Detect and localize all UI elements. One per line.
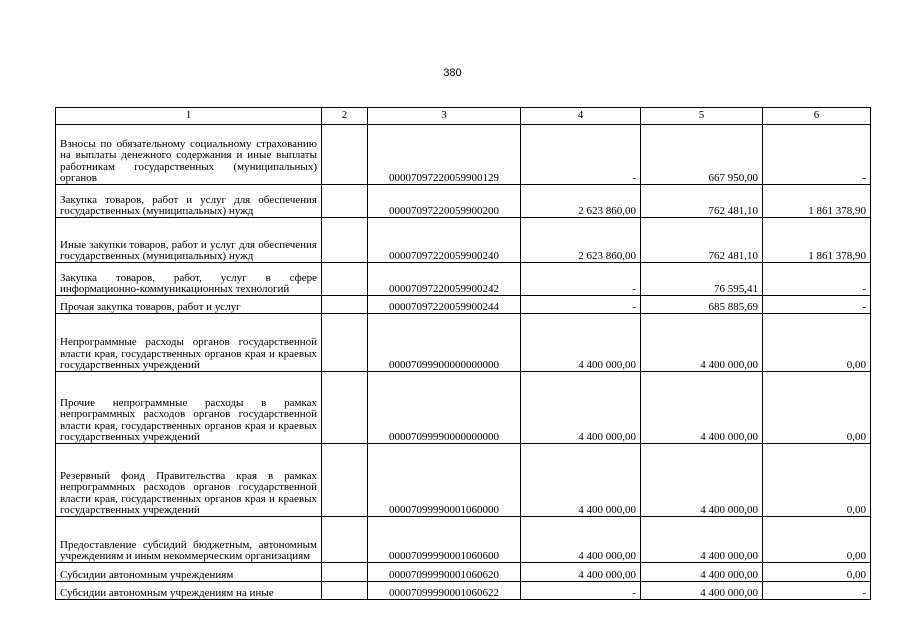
row-value-5: 76 595,41: [641, 263, 763, 296]
table-row: [56, 517, 871, 563]
table-row: [56, 582, 871, 600]
row-name: Прочие непрограммные расходы в рамках непрограммных расходов органов государственной власти края, государственных органов края и краевых государственных учреждений: [56, 372, 322, 444]
header-col-3: 3: [368, 108, 521, 125]
row-value-4: 4 400 000,00: [521, 444, 641, 517]
row-code: 00007099990001060620: [368, 563, 521, 582]
table-row: [56, 563, 871, 582]
row-col2: [322, 563, 368, 582]
row-name: Иные закупки товаров, работ и услуг для обеспечения государственных (муниципальных) нужд: [56, 218, 322, 263]
row-code: 00007097220059900242: [368, 263, 521, 296]
row-value-4: 2 623 860,00: [521, 185, 641, 218]
row-value-5: 4 400 000,00: [641, 444, 763, 517]
row-value-6: 1 861 378,90: [763, 218, 871, 263]
table-header-row: [56, 108, 871, 125]
table-row: [56, 263, 871, 296]
row-value-6: -: [763, 296, 871, 314]
row-value-6: 0,00: [763, 314, 871, 372]
row-value-4: 4 400 000,00: [521, 517, 641, 563]
row-col2: [322, 372, 368, 444]
header-col-2: 2: [322, 108, 368, 125]
row-value-6: 0,00: [763, 372, 871, 444]
row-code: 00007097220059900129: [368, 125, 521, 185]
row-col2: [322, 314, 368, 372]
row-name: Резервный фонд Правительства края в рамках непрограммных расходов органов государственной власти края, государственных органов края и краевых государственных учреждений: [56, 444, 322, 517]
header-col-1: 1: [56, 108, 322, 125]
row-col2: [322, 444, 368, 517]
row-value-6: -: [763, 582, 871, 600]
row-name: Субсидии автономным учреждениям: [56, 563, 322, 582]
row-value-5: 685 885,69: [641, 296, 763, 314]
row-code: 00007099990001060622: [368, 582, 521, 600]
row-col2: [322, 125, 368, 185]
row-col2: [322, 185, 368, 218]
table-row: [56, 218, 871, 263]
row-value-5: 762 481,10: [641, 218, 763, 263]
table-row: [56, 444, 871, 517]
row-name: Взносы по обязательному социальному страхованию на выплаты денежного содержания и иные выплаты работникам государственных (муниципальных) органов: [56, 125, 322, 185]
table-row: [56, 125, 871, 185]
row-name: Субсидии автономным учреждениям на иные: [56, 582, 322, 600]
row-value-4: -: [521, 296, 641, 314]
row-value-6: 0,00: [763, 517, 871, 563]
row-code: 00007097220059900240: [368, 218, 521, 263]
row-name: Закупка товаров, работ и услуг для обеспечения государственных (муниципальных) нужд: [56, 185, 322, 218]
row-value-4: 4 400 000,00: [521, 314, 641, 372]
row-value-6: 0,00: [763, 444, 871, 517]
row-value-4: 4 400 000,00: [521, 563, 641, 582]
budget-table: [55, 107, 871, 600]
table-row: [56, 372, 871, 444]
row-value-6: -: [763, 125, 871, 185]
row-code: 00007099990001060000: [368, 444, 521, 517]
header-col-4: 4: [521, 108, 641, 125]
row-value-6: 1 861 378,90: [763, 185, 871, 218]
table-row: [56, 314, 871, 372]
header-col-5: 5: [641, 108, 763, 125]
row-value-5: 4 400 000,00: [641, 314, 763, 372]
row-value-4: -: [521, 582, 641, 600]
row-value-5: 4 400 000,00: [641, 582, 763, 600]
table-row: [56, 296, 871, 314]
row-value-6: -: [763, 263, 871, 296]
row-value-4: -: [521, 125, 641, 185]
row-col2: [322, 218, 368, 263]
row-name: Непрограммные расходы органов государственной власти края, государственных органов края и краевых государственных учреждений: [56, 314, 322, 372]
row-value-4: 2 623 860,00: [521, 218, 641, 263]
page-number: 380: [443, 67, 462, 79]
row-col2: [322, 582, 368, 600]
row-code: 00007099990000000000: [368, 372, 521, 444]
row-value-6: 0,00: [763, 563, 871, 582]
row-value-5: 4 400 000,00: [641, 563, 763, 582]
row-col2: [322, 263, 368, 296]
row-col2: [322, 296, 368, 314]
row-value-5: 667 950,00: [641, 125, 763, 185]
row-name: Предоставление субсидий бюджетным, автономным учреждениям и иным некоммерческим организациям: [56, 517, 322, 563]
row-code: 00007099990001060600: [368, 517, 521, 563]
row-code: 00007097220059900200: [368, 185, 521, 218]
row-name: Закупка товаров, работ, услуг в сфере информационно-коммуникационных технологий: [56, 263, 322, 296]
header-col-6: 6: [763, 108, 871, 125]
row-col2: [322, 517, 368, 563]
row-value-4: 4 400 000,00: [521, 372, 641, 444]
row-value-4: -: [521, 263, 641, 296]
row-value-5: 4 400 000,00: [641, 372, 763, 444]
row-code: 00007097220059900244: [368, 296, 521, 314]
table-row: [56, 185, 871, 218]
row-code: 00007099900000000000: [368, 314, 521, 372]
row-value-5: 4 400 000,00: [641, 517, 763, 563]
row-value-5: 762 481,10: [641, 185, 763, 218]
row-name: Прочая закупка товаров, работ и услуг: [56, 296, 322, 314]
